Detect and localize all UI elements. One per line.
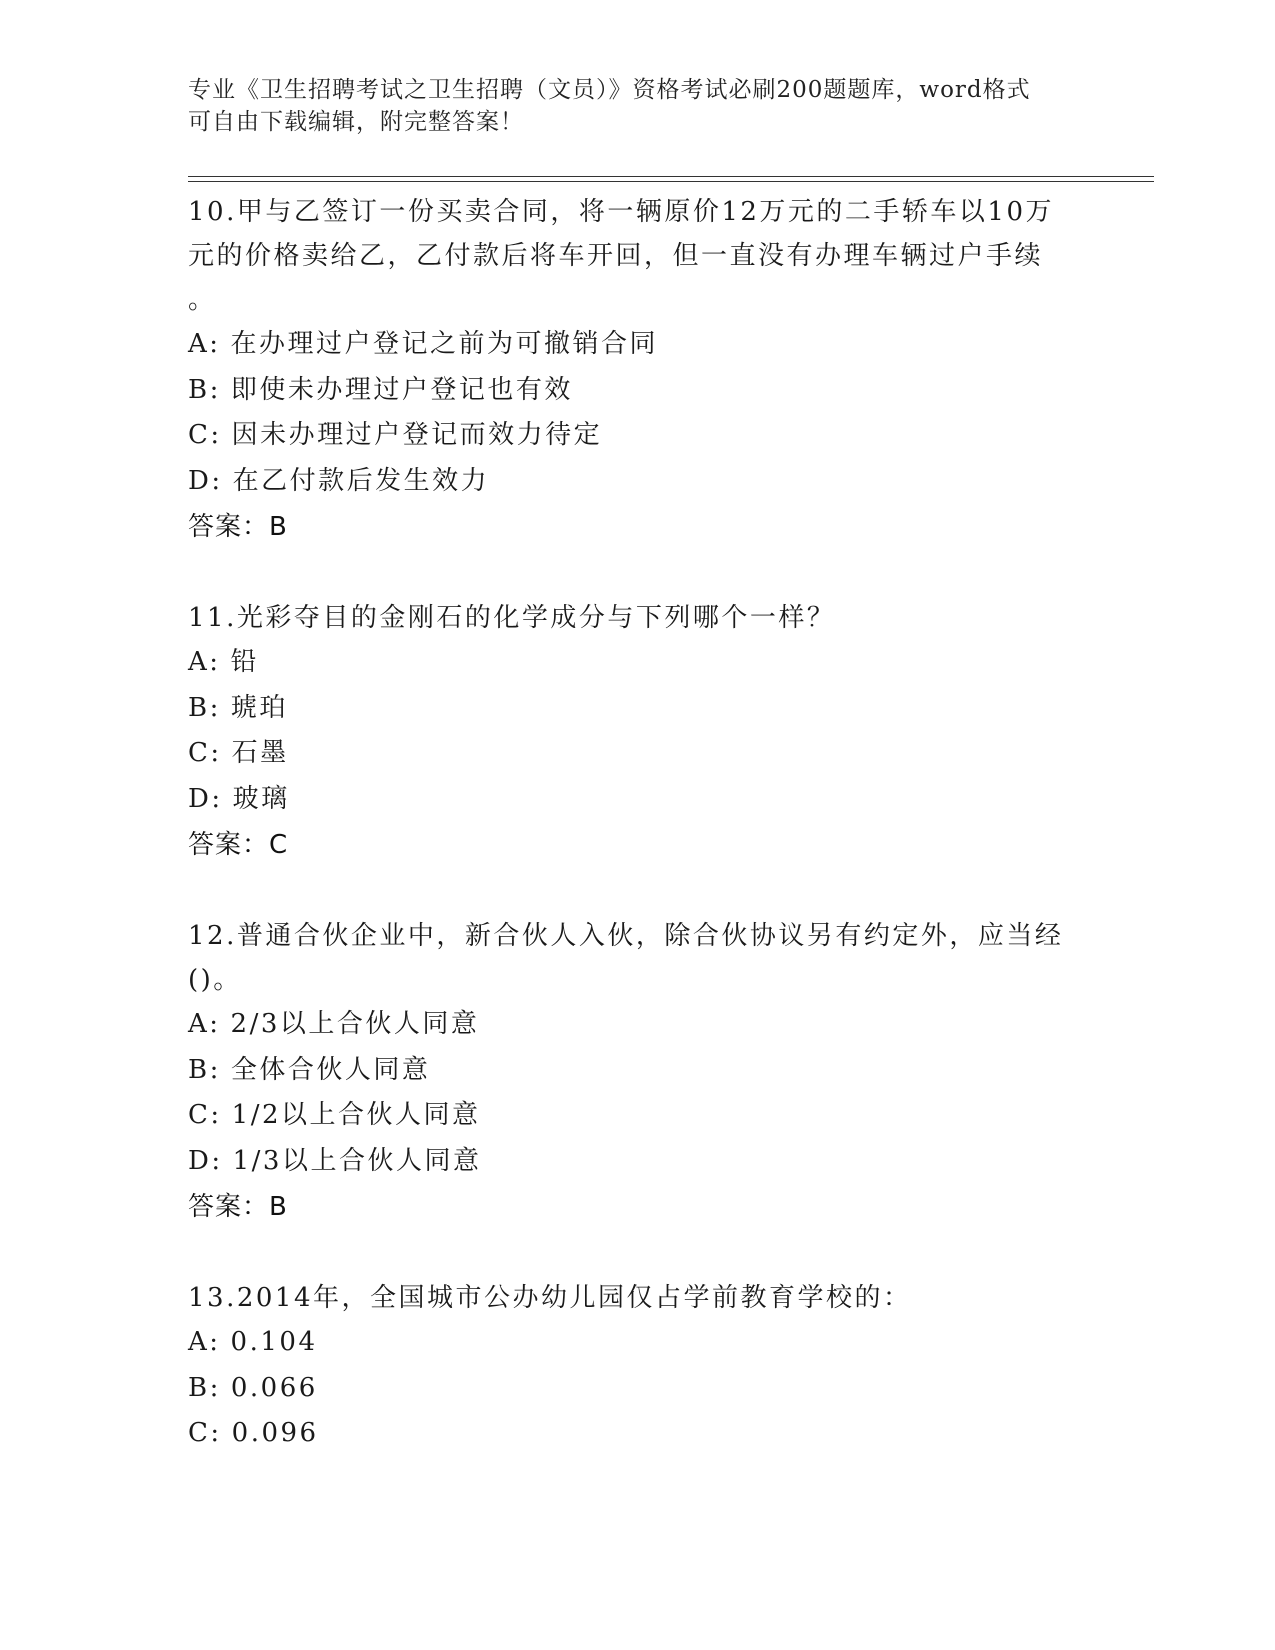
option-text: 0.066: [230, 1372, 318, 1403]
answer-option: [188, 1411, 1088, 1457]
option-text: 在办理过户登记之前为可撤销合同: [230, 329, 659, 359]
header-line-1: 专业《卫生招聘考试之卫生招聘（文员）》资格考试必刷200题题库，word格式: [188, 77, 1031, 103]
answer-option: [188, 322, 1088, 368]
option-text: 0.096: [231, 1418, 319, 1448]
answer-option: [188, 1002, 1088, 1048]
answer-option: [188, 731, 1088, 777]
answer-option: [188, 1366, 1088, 1412]
option-key: A:: [188, 1327, 221, 1357]
answer-option: [188, 686, 1088, 732]
option-text: 石墨: [231, 738, 289, 768]
question-list: [188, 190, 1088, 1503]
option-key: D:: [188, 1145, 223, 1176]
option-key: B:: [188, 1054, 221, 1085]
option-key: C:: [188, 1100, 222, 1130]
option-text: 琥珀: [230, 692, 288, 723]
option-text: 因未办理过户登记而效力待定: [231, 420, 603, 450]
option-text: 全体合伙人同意: [230, 1054, 431, 1085]
question-stem-line: 。: [188, 285, 217, 315]
answer-option: [188, 1139, 1088, 1185]
answer-line: 答案：C: [188, 830, 289, 860]
option-key: C:: [188, 420, 222, 450]
option-text: 铅: [230, 647, 260, 677]
option-text: 1/2以上合伙人同意: [231, 1100, 481, 1130]
option-text: 玻璃: [232, 783, 290, 814]
option-text: 在乙付款后发生效力: [232, 465, 490, 496]
question-block: [188, 914, 1088, 1230]
header-line-2: 可自由下载编辑，附完整答案！: [188, 109, 524, 135]
question-stem-line: 12.普通合伙企业中，新合伙人入伙，除合伙协议另有约定外，应当经: [188, 921, 1064, 951]
answer-line: 答案：B: [188, 512, 288, 542]
answer-option: [188, 1093, 1088, 1139]
document-header: [188, 74, 1068, 138]
question-stem-line: 10.甲与乙签订一份买卖合同，将一辆原价12万元的二手轿车以10万: [188, 197, 1055, 227]
question-stem-line: 13.2014年，全国城市公办幼儿园仅占学前教育学校的：: [188, 1283, 912, 1313]
answer-line: 答案：B: [188, 1192, 288, 1222]
option-key: D:: [188, 465, 223, 496]
answer-option: [188, 368, 1088, 414]
option-key: C:: [188, 1418, 222, 1448]
question-block: [188, 596, 1088, 868]
answer-option: [188, 777, 1088, 823]
option-key: A:: [188, 329, 221, 359]
question-block: [188, 1276, 1088, 1457]
option-key: B:: [188, 374, 221, 405]
question-stem-line: ()。: [188, 965, 242, 995]
answer-option: [188, 640, 1088, 686]
option-key: D:: [188, 783, 223, 814]
answer-option: [188, 459, 1088, 505]
question-stem-line: 11.光彩夺目的金刚石的化学成分与下列哪个一样？: [188, 603, 836, 633]
option-text: 0.104: [230, 1327, 318, 1357]
answer-option: [188, 1320, 1088, 1366]
option-key: A:: [188, 647, 221, 677]
question-block: [188, 190, 1088, 550]
option-key: C:: [188, 738, 222, 768]
option-key: B:: [188, 692, 221, 723]
header-divider-bottom: [188, 181, 1154, 182]
option-key: A:: [188, 1009, 221, 1039]
header-divider-top: [188, 176, 1154, 177]
answer-option: [188, 413, 1088, 459]
option-key: B:: [188, 1372, 221, 1403]
option-text: 即使未办理过户登记也有效: [230, 374, 573, 405]
answer-option: [188, 1048, 1088, 1094]
option-text: 2/3以上合伙人同意: [230, 1009, 480, 1039]
option-text: 1/3以上合伙人同意: [232, 1145, 482, 1176]
question-stem-line: 元的价格卖给乙，乙付款后将车开回，但一直没有办理车辆过户手续: [188, 241, 1044, 271]
